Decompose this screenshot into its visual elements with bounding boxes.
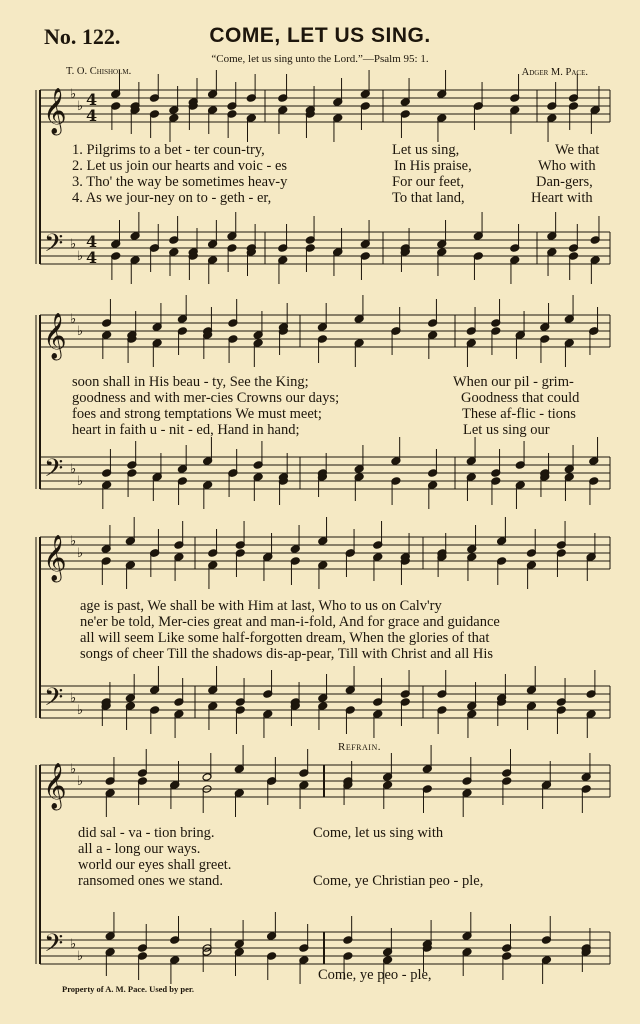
lyric-line: all a - long our ways. xyxy=(78,841,201,857)
bass-clef-icon: 𝄢 xyxy=(44,454,64,489)
lyric-line: These af-flic - tions xyxy=(462,406,576,422)
lyric-line: Heart with xyxy=(531,190,593,206)
copyright-footer: Property of A. M. Pace. Used by per. xyxy=(62,984,194,994)
lyric-line: soon shall in His beau - ty, See the King; xyxy=(72,374,309,390)
flat-icon: ♭ xyxy=(70,87,77,102)
treble-clef-icon: 𝄞 xyxy=(43,88,67,134)
lyric-line: We that xyxy=(555,142,600,158)
lyric-line: goodness and with mer-cies Crowns our days; xyxy=(72,390,340,406)
hymn-title: COME, LET US SING. xyxy=(209,24,431,47)
flat-icon: ♭ xyxy=(77,324,84,339)
bass-clef-icon: 𝄢 xyxy=(44,683,64,718)
flat-icon: ♭ xyxy=(70,691,77,706)
lyric-line: ransomed ones we stand. xyxy=(78,873,223,889)
lyric-line: foes and strong temptations We must meet; xyxy=(72,406,322,422)
flat-icon: ♭ xyxy=(70,937,77,952)
lyric-line: Come, ye Christian peo - ple, xyxy=(313,873,484,889)
lyric-line: For our feet, xyxy=(392,174,465,190)
flat-icon: ♭ xyxy=(77,99,84,114)
flat-icon: ♭ xyxy=(77,703,84,718)
bass-clef-icon: 𝄢 xyxy=(44,929,64,964)
lyric-line: Let us sing our xyxy=(463,422,550,438)
treble-clef-icon: 𝄞 xyxy=(43,313,67,359)
bass-clef-icon: 𝄢 xyxy=(44,229,64,264)
composer-credit: Adger M. Pace. xyxy=(521,67,588,78)
lyric-line: songs of cheer Till the shadows dis-ap-pear, Till with Christ and all His xyxy=(80,646,494,662)
hymn-number: No. 122. xyxy=(44,24,121,49)
lyric-line: 2. Let us join our hearts and voic - es xyxy=(72,158,288,174)
treble-clef-icon: 𝄞 xyxy=(43,535,67,581)
lyric-line: When our pil - grim- xyxy=(453,374,574,390)
lyric-line: 4. As we jour-ney on to - geth - er, xyxy=(72,190,272,206)
flat-icon: ♭ xyxy=(70,237,77,252)
lyric-line: world our eyes shall greet. xyxy=(78,857,232,873)
lyric-line: 1. Pilgrims to a bet - ter coun-try, xyxy=(72,142,265,158)
lyric-line: Come, let us sing with xyxy=(313,825,444,841)
time-signature: 4 xyxy=(86,248,98,267)
flat-icon: ♭ xyxy=(77,546,84,561)
refrain-label: Refrain. xyxy=(338,741,381,753)
flat-icon: ♭ xyxy=(70,762,77,777)
flat-icon: ♭ xyxy=(70,312,77,327)
flat-icon: ♭ xyxy=(77,249,84,264)
time-signature: 4 xyxy=(86,90,98,109)
flat-icon: ♭ xyxy=(70,462,77,477)
flat-icon: ♭ xyxy=(77,774,84,789)
lyric-line: Let us sing, xyxy=(392,142,460,158)
lyricist-credit: T. O. Chisholm. xyxy=(66,66,132,77)
lyric-line: Dan-gers, xyxy=(536,174,593,190)
treble-clef-icon: 𝄞 xyxy=(43,763,67,809)
lyric-line: ne'er be told, Mer-cies great and man-i-fold, And for grace and guidance xyxy=(80,614,500,630)
lyric-line: 3. Tho' the way be sometimes heav-y xyxy=(72,174,288,190)
flat-icon: ♭ xyxy=(77,949,84,964)
lyric-line: Who with xyxy=(538,158,596,174)
lyric-line: did sal - va - tion bring. xyxy=(78,825,215,841)
flat-icon: ♭ xyxy=(77,474,84,489)
flat-icon: ♭ xyxy=(70,534,77,549)
time-signature: 4 xyxy=(86,232,98,251)
lyric-line: In His praise, xyxy=(394,158,472,174)
lyric-line: all will seem Like some half-forgotten dream, When the glories of that xyxy=(80,630,490,646)
lyric-line: Goodness that could xyxy=(461,390,580,406)
scripture-reference: “Come, let us sing unto the Lord.”—Psalm 95: 1. xyxy=(211,53,429,65)
lyric-line: heart in faith u - nit - ed, Hand in hand; xyxy=(72,422,300,438)
bass-lyric-line: Come, ye peo - ple, xyxy=(318,967,432,983)
lyric-line: age is past, We shall be with Him at last, Who to us on Calv'ry xyxy=(80,598,442,614)
time-signature: 4 xyxy=(86,106,98,125)
lyric-line: To that land, xyxy=(392,190,465,206)
